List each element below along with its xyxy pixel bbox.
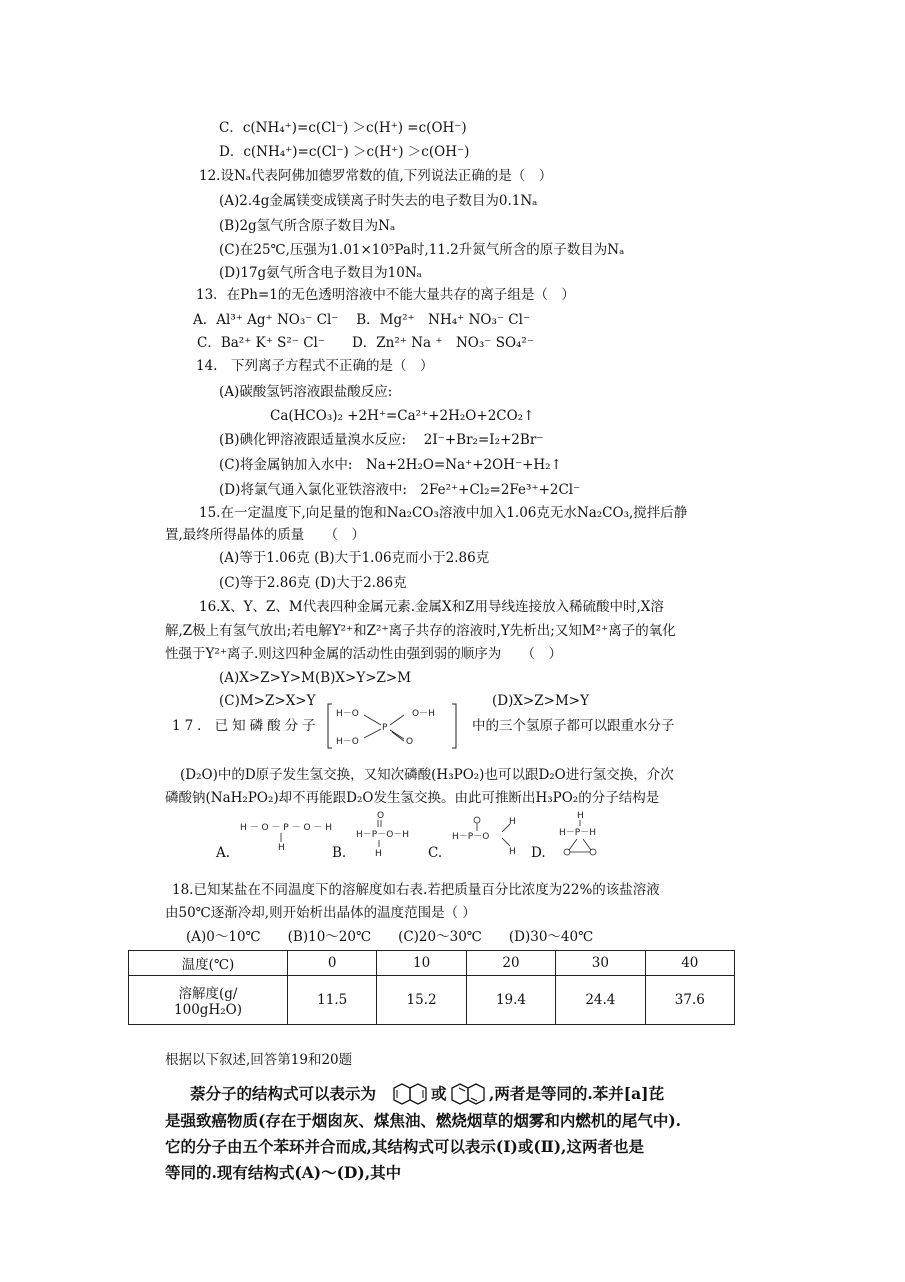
- q14-option-b: (B)碘化钾溶液跟适量溴水反应: 2I⁻+Br₂=I₂+2Br⁻: [219, 432, 544, 448]
- q12-option-a: (A)2.4g金属镁变成镁离子时失去的电子数目为0.1Nₐ: [219, 193, 538, 209]
- table-cell-header: 温度(℃): [129, 951, 288, 976]
- q12-option-d: (D)17g氨气所含电子数目为10Nₐ: [219, 265, 422, 281]
- passage-intro: 根据以下叙述,回答第19和20题: [165, 1052, 353, 1068]
- q15-options-ab: (A)等于1.06克 (B)大于1.06克而小于2.86克: [219, 550, 490, 566]
- q17-stem-line3: 磷酸钠(NaH₂PO₂)却不再能跟D₂O发生氢交换。由此可推断出H₃PO₂的分子结构是: [165, 790, 660, 806]
- q16-stem-line3: 性强于Y²⁺离子.则这四种金属的活动性由强到弱的顺序为 （ ）: [165, 646, 562, 662]
- q16-options-ab: (A)X>Z>Y>M(B)X>Y>Z>M: [219, 670, 412, 686]
- naphthalene-structure-2: [451, 1083, 487, 1107]
- naphthalene-structure-1: [393, 1083, 429, 1107]
- solubility-header-line2: 100gH₂O): [174, 1002, 242, 1018]
- q14-option-a: (A)碳酸氢钙溶液跟盐酸反应:: [219, 384, 393, 400]
- q13-options-ab: A．Al³⁺ Ag⁺ NO₃⁻ Cl⁻ B．Mg²⁺ NH₄⁺ NO₃⁻ Cl⁻: [193, 312, 531, 328]
- phosphoric-acid-structure: [326, 702, 458, 750]
- svg-text:H－O: H－O: [336, 709, 359, 719]
- svg-text:O－H: O－H: [412, 709, 435, 719]
- q14-option-d: (D)将氯气通入氯化亚铁溶液中: 2Fe²⁺+Cl₂=2Fe³⁺+2Cl⁻: [219, 482, 581, 498]
- svg-text:H － O － P － O － H: H － O － P － O － H: [240, 823, 333, 833]
- svg-text:H－O: H－O: [336, 737, 359, 747]
- q13-stem: 13．在Ph=1的无色透明溶液中不能大量共存的离子组是（ ）: [196, 287, 575, 303]
- passage-line4: 等同的.现有结构式(A)～(D),其中: [165, 1163, 402, 1182]
- svg-text:H: H: [375, 849, 382, 859]
- svg-text:O: O: [377, 811, 385, 821]
- svg-text:H: H: [509, 847, 516, 857]
- q17-label-b: B.: [332, 845, 347, 861]
- table-cell: 40: [645, 951, 734, 976]
- svg-text:O: O: [406, 737, 414, 747]
- solubility-table: [128, 950, 735, 1025]
- table-row-solubility: [129, 976, 735, 1025]
- q15-options-cd: (C)等于2.86克 (D)大于2.86克: [219, 575, 407, 591]
- q17-stem-tail: 中的三个氢原子都可以跟重水分子: [472, 718, 675, 734]
- q16-stem-line2: 解,Z极上有氢气放出;若电解Y²⁺和Z²⁺离子共存的溶液时,Y先析出;又知M²⁺离子的氧化: [165, 623, 676, 639]
- svg-text:H: H: [577, 811, 584, 821]
- table-cell: 19.4: [466, 976, 555, 1025]
- q17-structure-a: [240, 818, 333, 858]
- table-cell: 0: [288, 951, 377, 976]
- q12-option-c: (C)在25℃,压强为1.01×10⁵Pa时,11.2升氮气所含的原子数目为Nₐ: [219, 242, 625, 258]
- q15-stem-line1: 15.在一定温度下,向足量的饱和Na₂CO₃溶液中加入1.06克无水Na₂CO₃,搅拌后静: [199, 505, 688, 521]
- solubility-header-line1: 溶解度(g/: [178, 986, 238, 1002]
- table-cell: 24.4: [556, 976, 645, 1025]
- table-cell: 20: [466, 951, 555, 976]
- q18-stem-line2: 由50℃逐渐冷却,则开始析出晶体的温度范围是（ ）: [165, 905, 476, 921]
- q12-option-b: (B)2g氢气所含原子数目为Nₐ: [219, 218, 396, 234]
- q12-stem: 12.设Nₐ代表阿佛加德罗常数的值,下列说法正确的是（ ）: [199, 168, 553, 184]
- q14-option-a-equation: Ca(HCO₃)₂ +2H⁺=Ca²⁺+2H₂O+2CO₂↑: [270, 408, 535, 424]
- table-cell: 10: [377, 951, 466, 976]
- table-cell: 37.6: [645, 976, 734, 1025]
- svg-text:H: H: [509, 817, 516, 827]
- passage-line3: 它的分子由五个苯环并合而成,其结构式可以表示(Ⅰ)或(Ⅱ),这两者也是: [165, 1137, 644, 1156]
- passage-line2: 是强致癌物质(存在于烟囱灰、煤焦油、燃烧烟草的烟雾和内燃机的尾气中).: [165, 1111, 682, 1130]
- q17-structure-d: [557, 810, 617, 860]
- svg-text:H: H: [278, 843, 285, 853]
- q17-label-c: C.: [428, 845, 443, 861]
- q17-label-a: A.: [216, 845, 231, 861]
- q13-options-cd: C．Ba²⁺ K⁺ S²⁻ Cl⁻ D．Zn²⁺ Na ⁺ NO₃⁻ SO₄²⁻: [197, 335, 534, 351]
- table-cell-header: [129, 976, 288, 1025]
- q17-structure-c: [452, 814, 522, 860]
- table-row-temperature: [129, 951, 735, 976]
- q17-structure-b: [356, 810, 436, 860]
- svg-text:H－P－H: H－P－H: [559, 828, 596, 838]
- q17-stem-line2: (D₂O)中的D原子发生氢交换，又知次磷酸(H₃PO₂)也可以跟D₂O进行氢交换，介次: [180, 767, 674, 783]
- q11-option-c: C．c(NH₄⁺)=c(Cl⁻) ＞c(H⁺) =c(OH⁻): [219, 120, 467, 136]
- q17-stem-lead: 17．已知磷酸分子: [172, 718, 320, 734]
- svg-text:H－P－O－H: H－P－O－H: [356, 830, 410, 840]
- q16-stem-line1: 16.X、Y、Z、M代表四种金属元素.金属X和Z用导线连接放入稀硫酸中时,X溶: [199, 599, 664, 615]
- q18-stem-line1: 18.已知某盐在不同温度下的溶解度如右表.若把质量百分比浓度为22%的该盐溶液: [172, 882, 660, 898]
- svg-text:P: P: [382, 723, 388, 733]
- q16-option-d: (D)X>Z>M>Y: [492, 693, 590, 709]
- svg-text:H－P－O: H－P－O: [452, 832, 490, 842]
- table-cell: 11.5: [288, 976, 377, 1025]
- table-cell: 30: [556, 951, 645, 976]
- table-cell: 15.2: [377, 976, 466, 1025]
- q18-options: (A)0～10℃ (B)10～20℃ (C)20～30℃ (D)30～40℃: [186, 929, 594, 945]
- q11-option-d: D．c(NH₄⁺)=c(Cl⁻) ＞c(H⁺) ＞c(OH⁻): [219, 144, 470, 160]
- q14-option-c: (C)将金属钠加入水中: Na+2H₂O=Na⁺+2OH⁻+H₂↑: [219, 457, 562, 473]
- q14-stem: 14. 下列离子方程式不正确的是（ ）: [196, 358, 434, 374]
- passage-line1-or: 或: [431, 1084, 447, 1103]
- q16-option-c: (C)M>Z>X>Y: [219, 693, 316, 709]
- q15-stem-line2: 置,最终所得晶体的质量 （ ）: [165, 527, 366, 543]
- passage-line1-a: 萘分子的结构式可以表示为: [190, 1084, 377, 1103]
- passage-line1-b: ,两者是等同的.苯并[a]芘: [489, 1084, 665, 1103]
- q17-label-d: D.: [531, 845, 546, 861]
